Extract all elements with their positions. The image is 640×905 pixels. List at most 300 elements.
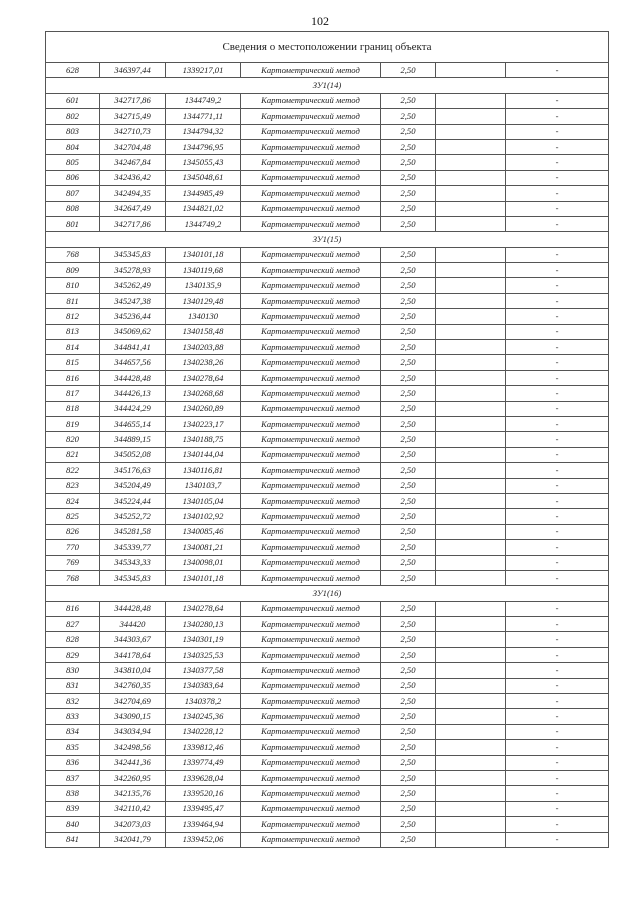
method-cell: Картометрический метод: [241, 617, 381, 632]
empty-cell: [436, 694, 506, 709]
point-number-cell: 813: [46, 324, 100, 339]
y-coordinate-cell: 1340119,68: [166, 263, 241, 278]
empty-cell: [436, 324, 506, 339]
table-row: [46, 124, 609, 139]
section-label: ЗУ1(14): [46, 78, 609, 93]
method-cell: Картометрический метод: [241, 309, 381, 324]
description-cell: -: [506, 63, 609, 78]
empty-cell: [436, 632, 506, 647]
description-cell: -: [506, 432, 609, 447]
accuracy-cell: 2,50: [381, 186, 436, 201]
description-cell: -: [506, 93, 609, 108]
point-number-cell: 834: [46, 724, 100, 739]
accuracy-cell: 2,50: [381, 463, 436, 478]
accuracy-cell: 2,50: [381, 663, 436, 678]
method-cell: Картометрический метод: [241, 770, 381, 785]
method-cell: Картометрический метод: [241, 493, 381, 508]
empty-cell: [436, 817, 506, 832]
point-number-cell: 840: [46, 817, 100, 832]
y-coordinate-cell: 1340383,64: [166, 678, 241, 693]
description-cell: -: [506, 647, 609, 662]
accuracy-cell: 2,50: [381, 478, 436, 493]
point-number-cell: 823: [46, 478, 100, 493]
y-coordinate-cell: 1340278,64: [166, 370, 241, 385]
x-coordinate-cell: 343810,04: [100, 663, 166, 678]
description-cell: -: [506, 786, 609, 801]
table-row: [46, 540, 609, 555]
table-row: [46, 324, 609, 339]
point-number-cell: 827: [46, 617, 100, 632]
method-cell: Картометрический метод: [241, 216, 381, 231]
description-cell: -: [506, 324, 609, 339]
accuracy-cell: 2,50: [381, 309, 436, 324]
empty-cell: [436, 416, 506, 431]
method-cell: Картометрический метод: [241, 340, 381, 355]
empty-cell: [436, 663, 506, 678]
empty-cell: [436, 647, 506, 662]
table-row: [46, 155, 609, 170]
x-coordinate-cell: 344303,67: [100, 632, 166, 647]
point-number-cell: 809: [46, 263, 100, 278]
method-cell: Картометрический метод: [241, 201, 381, 216]
empty-cell: [436, 447, 506, 462]
method-cell: Картометрический метод: [241, 555, 381, 570]
accuracy-cell: 2,50: [381, 817, 436, 832]
method-cell: Картометрический метод: [241, 509, 381, 524]
description-cell: -: [506, 770, 609, 785]
section-label: ЗУ1(16): [46, 586, 609, 601]
point-number-cell: 805: [46, 155, 100, 170]
table-row: [46, 786, 609, 801]
point-number-cell: 769: [46, 555, 100, 570]
table-row: [46, 832, 609, 847]
table-row: [46, 770, 609, 785]
description-cell: -: [506, 694, 609, 709]
method-cell: Картометрический метод: [241, 740, 381, 755]
empty-cell: [436, 601, 506, 616]
point-number-cell: 601: [46, 93, 100, 108]
section-label: ЗУ1(15): [46, 232, 609, 247]
table-row: [46, 170, 609, 185]
x-coordinate-cell: 342717,86: [100, 216, 166, 231]
y-coordinate-cell: 1339628,04: [166, 770, 241, 785]
accuracy-cell: 2,50: [381, 278, 436, 293]
y-coordinate-cell: 1340130: [166, 309, 241, 324]
empty-cell: [436, 247, 506, 262]
method-cell: Картометрический метод: [241, 632, 381, 647]
y-coordinate-cell: 1340144,04: [166, 447, 241, 462]
point-number-cell: 828: [46, 632, 100, 647]
y-coordinate-cell: 1340228,12: [166, 724, 241, 739]
accuracy-cell: 2,50: [381, 540, 436, 555]
table-title: Сведения о местоположении границ объекта: [46, 32, 609, 63]
accuracy-cell: 2,50: [381, 109, 436, 124]
method-cell: Картометрический метод: [241, 601, 381, 616]
table-row: [46, 509, 609, 524]
accuracy-cell: 2,50: [381, 601, 436, 616]
accuracy-cell: 2,50: [381, 678, 436, 693]
x-coordinate-cell: 345247,38: [100, 293, 166, 308]
y-coordinate-cell: 1339464,94: [166, 817, 241, 832]
point-number-cell: 804: [46, 139, 100, 154]
x-coordinate-cell: 345224,44: [100, 493, 166, 508]
accuracy-cell: 2,50: [381, 93, 436, 108]
method-cell: Картометрический метод: [241, 817, 381, 832]
boundary-table: [45, 31, 609, 848]
empty-cell: [436, 109, 506, 124]
method-cell: Картометрический метод: [241, 186, 381, 201]
empty-cell: [436, 509, 506, 524]
description-cell: -: [506, 263, 609, 278]
description-cell: -: [506, 293, 609, 308]
method-cell: Картометрический метод: [241, 139, 381, 154]
point-number-cell: 810: [46, 278, 100, 293]
description-cell: -: [506, 832, 609, 847]
point-number-cell: 807: [46, 186, 100, 201]
x-coordinate-cell: 345343,33: [100, 555, 166, 570]
table-row: [46, 724, 609, 739]
point-number-cell: 837: [46, 770, 100, 785]
description-cell: -: [506, 663, 609, 678]
point-number-cell: 818: [46, 401, 100, 416]
point-number-cell: 816: [46, 601, 100, 616]
table-row: [46, 278, 609, 293]
x-coordinate-cell: 342704,69: [100, 694, 166, 709]
y-coordinate-cell: 1340105,04: [166, 493, 241, 508]
empty-cell: [436, 355, 506, 370]
y-coordinate-cell: 1340116,81: [166, 463, 241, 478]
table-row: [46, 755, 609, 770]
description-cell: -: [506, 124, 609, 139]
x-coordinate-cell: 342710,73: [100, 124, 166, 139]
point-number-cell: 628: [46, 63, 100, 78]
description-cell: -: [506, 755, 609, 770]
description-cell: -: [506, 186, 609, 201]
table-row: [46, 370, 609, 385]
description-cell: -: [506, 478, 609, 493]
point-number-cell: 835: [46, 740, 100, 755]
empty-cell: [436, 401, 506, 416]
method-cell: Картометрический метод: [241, 247, 381, 262]
y-coordinate-cell: 1340101,18: [166, 570, 241, 585]
accuracy-cell: 2,50: [381, 63, 436, 78]
table-row: [46, 647, 609, 662]
method-cell: Картометрический метод: [241, 401, 381, 416]
y-coordinate-cell: 1340268,68: [166, 386, 241, 401]
method-cell: Картометрический метод: [241, 524, 381, 539]
table-row: [46, 678, 609, 693]
method-cell: Картометрический метод: [241, 124, 381, 139]
x-coordinate-cell: 342110,42: [100, 801, 166, 816]
method-cell: Картометрический метод: [241, 694, 381, 709]
empty-cell: [436, 555, 506, 570]
x-coordinate-cell: 345345,83: [100, 247, 166, 262]
table-row: [46, 355, 609, 370]
y-coordinate-cell: 1340203,88: [166, 340, 241, 355]
section-row: [46, 586, 609, 601]
table-row: [46, 570, 609, 585]
x-coordinate-cell: 342760,35: [100, 678, 166, 693]
table-row: [46, 93, 609, 108]
y-coordinate-cell: 1340377,58: [166, 663, 241, 678]
method-cell: Картометрический метод: [241, 263, 381, 278]
accuracy-cell: 2,50: [381, 370, 436, 385]
method-cell: Картометрический метод: [241, 432, 381, 447]
x-coordinate-cell: 345176,63: [100, 463, 166, 478]
table-row: [46, 801, 609, 816]
point-number-cell: 824: [46, 493, 100, 508]
x-coordinate-cell: 342041,79: [100, 832, 166, 847]
description-cell: -: [506, 370, 609, 385]
y-coordinate-cell: 1340103,7: [166, 478, 241, 493]
empty-cell: [436, 740, 506, 755]
table-row: [46, 401, 609, 416]
y-coordinate-cell: 1344771,11: [166, 109, 241, 124]
description-cell: -: [506, 601, 609, 616]
empty-cell: [436, 139, 506, 154]
x-coordinate-cell: 344655,14: [100, 416, 166, 431]
y-coordinate-cell: 1340158,48: [166, 324, 241, 339]
empty-cell: [436, 709, 506, 724]
empty-cell: [436, 724, 506, 739]
empty-cell: [436, 93, 506, 108]
table-row: [46, 293, 609, 308]
empty-cell: [436, 478, 506, 493]
method-cell: Картометрический метод: [241, 155, 381, 170]
x-coordinate-cell: 342260,95: [100, 770, 166, 785]
empty-cell: [436, 770, 506, 785]
table-row: [46, 463, 609, 478]
accuracy-cell: 2,50: [381, 755, 436, 770]
point-number-cell: 826: [46, 524, 100, 539]
y-coordinate-cell: 1344796,95: [166, 139, 241, 154]
description-cell: -: [506, 570, 609, 585]
y-coordinate-cell: 1339452,06: [166, 832, 241, 847]
method-cell: Картометрический метод: [241, 463, 381, 478]
x-coordinate-cell: 345278,93: [100, 263, 166, 278]
table-row: [46, 186, 609, 201]
accuracy-cell: 2,50: [381, 124, 436, 139]
accuracy-cell: 2,50: [381, 801, 436, 816]
empty-cell: [436, 155, 506, 170]
method-cell: Картометрический метод: [241, 478, 381, 493]
method-cell: Картометрический метод: [241, 370, 381, 385]
accuracy-cell: 2,50: [381, 786, 436, 801]
point-number-cell: 839: [46, 801, 100, 816]
empty-cell: [436, 340, 506, 355]
x-coordinate-cell: 342436,42: [100, 170, 166, 185]
point-number-cell: 768: [46, 247, 100, 262]
y-coordinate-cell: 1340188,75: [166, 432, 241, 447]
table-row: [46, 247, 609, 262]
method-cell: Картометрический метод: [241, 109, 381, 124]
description-cell: -: [506, 355, 609, 370]
table-row: [46, 555, 609, 570]
y-coordinate-cell: 1340378,2: [166, 694, 241, 709]
description-cell: -: [506, 617, 609, 632]
method-cell: Картометрический метод: [241, 755, 381, 770]
table-row: [46, 340, 609, 355]
x-coordinate-cell: 345281,58: [100, 524, 166, 539]
table-row: [46, 601, 609, 616]
description-cell: -: [506, 524, 609, 539]
y-coordinate-cell: 1344794,32: [166, 124, 241, 139]
x-coordinate-cell: 344657,56: [100, 355, 166, 370]
section-row: [46, 232, 609, 247]
point-number-cell: 820: [46, 432, 100, 447]
table-row: [46, 432, 609, 447]
x-coordinate-cell: 342715,49: [100, 109, 166, 124]
method-cell: Картометрический метод: [241, 170, 381, 185]
accuracy-cell: 2,50: [381, 694, 436, 709]
table-row: [46, 386, 609, 401]
x-coordinate-cell: 344420: [100, 617, 166, 632]
y-coordinate-cell: 1340129,48: [166, 293, 241, 308]
y-coordinate-cell: 1340260,89: [166, 401, 241, 416]
point-number-cell: 817: [46, 386, 100, 401]
description-cell: -: [506, 678, 609, 693]
table-row: [46, 663, 609, 678]
empty-cell: [436, 678, 506, 693]
y-coordinate-cell: 1340278,64: [166, 601, 241, 616]
table-row: [46, 478, 609, 493]
x-coordinate-cell: 342494,35: [100, 186, 166, 201]
point-number-cell: 815: [46, 355, 100, 370]
table-title-row: [46, 32, 609, 63]
method-cell: Картометрический метод: [241, 293, 381, 308]
point-number-cell: 814: [46, 340, 100, 355]
method-cell: Картометрический метод: [241, 724, 381, 739]
y-coordinate-cell: 1340135,9: [166, 278, 241, 293]
x-coordinate-cell: 343034,94: [100, 724, 166, 739]
point-number-cell: 841: [46, 832, 100, 847]
method-cell: Картометрический метод: [241, 447, 381, 462]
empty-cell: [436, 63, 506, 78]
empty-cell: [436, 293, 506, 308]
accuracy-cell: 2,50: [381, 570, 436, 585]
point-number-cell: 832: [46, 694, 100, 709]
empty-cell: [436, 832, 506, 847]
method-cell: Картометрический метод: [241, 540, 381, 555]
description-cell: -: [506, 555, 609, 570]
description-cell: -: [506, 447, 609, 462]
description-cell: -: [506, 109, 609, 124]
method-cell: Картометрический метод: [241, 278, 381, 293]
description-cell: -: [506, 540, 609, 555]
method-cell: Картометрический метод: [241, 663, 381, 678]
y-coordinate-cell: 1340102,92: [166, 509, 241, 524]
method-cell: Картометрический метод: [241, 709, 381, 724]
x-coordinate-cell: 342073,03: [100, 817, 166, 832]
point-number-cell: 768: [46, 570, 100, 585]
x-coordinate-cell: 342704,48: [100, 139, 166, 154]
y-coordinate-cell: 1344985,49: [166, 186, 241, 201]
accuracy-cell: 2,50: [381, 416, 436, 431]
point-number-cell: 802: [46, 109, 100, 124]
empty-cell: [436, 570, 506, 585]
accuracy-cell: 2,50: [381, 170, 436, 185]
table-body: [46, 32, 609, 848]
accuracy-cell: 2,50: [381, 293, 436, 308]
description-cell: -: [506, 509, 609, 524]
point-number-cell: 803: [46, 124, 100, 139]
point-number-cell: 811: [46, 293, 100, 308]
y-coordinate-cell: 1340245,36: [166, 709, 241, 724]
point-number-cell: 770: [46, 540, 100, 555]
empty-cell: [436, 186, 506, 201]
empty-cell: [436, 432, 506, 447]
method-cell: Картометрический метод: [241, 832, 381, 847]
x-coordinate-cell: 345204,49: [100, 478, 166, 493]
description-cell: -: [506, 632, 609, 647]
point-number-cell: 821: [46, 447, 100, 462]
table-row: [46, 740, 609, 755]
y-coordinate-cell: 1344821,02: [166, 201, 241, 216]
accuracy-cell: 2,50: [381, 432, 436, 447]
accuracy-cell: 2,50: [381, 386, 436, 401]
description-cell: -: [506, 463, 609, 478]
y-coordinate-cell: 1339217,01: [166, 63, 241, 78]
method-cell: Картометрический метод: [241, 416, 381, 431]
description-cell: -: [506, 247, 609, 262]
description-cell: -: [506, 216, 609, 231]
page-number: 102: [311, 14, 329, 28]
accuracy-cell: 2,50: [381, 740, 436, 755]
table-row: [46, 617, 609, 632]
method-cell: Картометрический метод: [241, 386, 381, 401]
empty-cell: [436, 216, 506, 231]
table-row: [46, 216, 609, 231]
description-cell: -: [506, 801, 609, 816]
point-number-cell: 822: [46, 463, 100, 478]
accuracy-cell: 2,50: [381, 724, 436, 739]
empty-cell: [436, 263, 506, 278]
section-row: [46, 78, 609, 93]
description-cell: -: [506, 340, 609, 355]
accuracy-cell: 2,50: [381, 617, 436, 632]
x-coordinate-cell: 344424,29: [100, 401, 166, 416]
accuracy-cell: 2,50: [381, 493, 436, 508]
x-coordinate-cell: 345339,77: [100, 540, 166, 555]
point-number-cell: 808: [46, 201, 100, 216]
empty-cell: [436, 370, 506, 385]
method-cell: Картометрический метод: [241, 647, 381, 662]
accuracy-cell: 2,50: [381, 324, 436, 339]
point-number-cell: 831: [46, 678, 100, 693]
description-cell: -: [506, 139, 609, 154]
accuracy-cell: 2,50: [381, 524, 436, 539]
empty-cell: [436, 201, 506, 216]
empty-cell: [436, 124, 506, 139]
x-coordinate-cell: 344178,64: [100, 647, 166, 662]
method-cell: Картометрический метод: [241, 570, 381, 585]
description-cell: -: [506, 201, 609, 216]
empty-cell: [436, 463, 506, 478]
x-coordinate-cell: 346397,44: [100, 63, 166, 78]
description-cell: -: [506, 817, 609, 832]
point-number-cell: 830: [46, 663, 100, 678]
description-cell: -: [506, 416, 609, 431]
description-cell: -: [506, 724, 609, 739]
description-cell: -: [506, 740, 609, 755]
y-coordinate-cell: 1345048,61: [166, 170, 241, 185]
table-row: [46, 817, 609, 832]
y-coordinate-cell: 1344749,2: [166, 216, 241, 231]
table-row: [46, 416, 609, 431]
x-coordinate-cell: 344889,15: [100, 432, 166, 447]
accuracy-cell: 2,50: [381, 263, 436, 278]
y-coordinate-cell: 1340301,19: [166, 632, 241, 647]
